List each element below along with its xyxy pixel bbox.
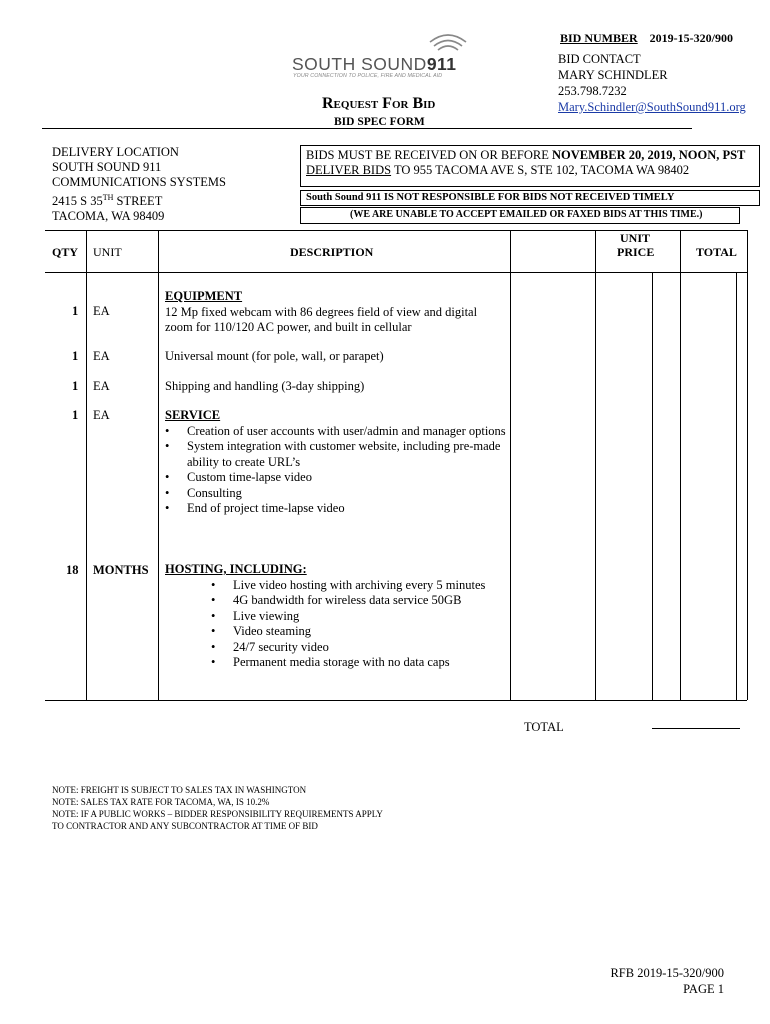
header-unit: UNIT	[93, 245, 122, 259]
bid-number-value: 2019-15-320/900	[649, 31, 733, 45]
delivery-location	[52, 145, 226, 224]
row-description	[165, 408, 507, 517]
note-line: NOTE: SALES TAX RATE FOR TACOMA, WA, IS 10.2%	[52, 797, 270, 807]
list-item: • Live video hosting with archiving every 5 minutes	[211, 578, 507, 594]
row-unit: EA	[93, 408, 110, 422]
logo	[292, 54, 457, 75]
delivery-line: COMMUNICATIONS SYSTEMS	[52, 175, 226, 189]
section-heading-hosting: HOSTING, INCLUDING:	[165, 562, 307, 576]
section-heading-service: SERVICE	[165, 408, 221, 422]
col-divider	[747, 230, 748, 700]
row-unit: EA	[93, 379, 110, 393]
list-item: • 24/7 security video	[211, 640, 507, 656]
header-description: DESCRIPTION	[290, 245, 374, 259]
footer-rfb-number: RFB 2019-15-320/900	[610, 966, 724, 980]
grand-total-label: TOTAL	[524, 720, 564, 734]
delivery-label: DELIVERY LOCATION	[52, 145, 179, 159]
responsibility-text: South Sound 911 IS NOT RESPONSIBLE FOR BIDS NOT RECEIVED TIMELY	[306, 192, 675, 203]
bid-number-label: BID NUMBER	[560, 31, 638, 45]
table-bottom-rule	[45, 700, 747, 701]
page-footer	[610, 965, 724, 997]
list-item: • Custom time-lapse video	[165, 470, 507, 486]
logo-tagline: YOUR CONNECTION TO POLICE, FIRE AND MEDICAL AID	[293, 73, 443, 79]
list-item: • Creation of user accounts with user/admin and manager options	[165, 424, 507, 440]
col-divider	[158, 230, 159, 700]
bid-number	[560, 31, 733, 46]
page-title: Request For Bid	[322, 95, 436, 112]
col-divider	[736, 272, 737, 700]
delivery-line: TACOMA, WA 98409	[52, 209, 165, 224]
list-item: • Consulting	[165, 486, 507, 502]
note-line: NOTE: FREIGHT IS SUBJECT TO SALES TAX IN WASHINGTON	[52, 785, 307, 795]
note-line: NOTE: IF A PUBLIC WORKS – BIDDER RESPONSIBILITY REQUIREMENTS APPLY	[52, 809, 383, 819]
note-line: TO CONTRACTOR AND ANY SUBCONTRACTOR AT TIME OF BID	[52, 821, 318, 831]
unable-text: (WE ARE UNABLE TO ACCEPT EMAILED OR FAXED BIDS AT THIS TIME.)	[350, 209, 703, 220]
bids-deadline-date: NOVEMBER 20, 2019, NOON, PST	[551, 148, 746, 162]
header-total: TOTAL	[696, 245, 737, 259]
col-divider	[652, 272, 653, 700]
service-list	[165, 424, 507, 517]
logo-text: SOUTH SOUND	[292, 54, 427, 74]
delivery-street: 2415 S 35TH STREET	[52, 193, 163, 209]
list-item: • Live viewing	[211, 609, 507, 625]
header-unit-price-line2: PRICE	[617, 245, 655, 259]
header-qty: QTY	[52, 245, 79, 259]
col-divider	[510, 230, 511, 700]
hosting-list	[165, 578, 507, 671]
table-header-rule	[45, 272, 747, 273]
equipment-text: 12 Mp fixed webcam with 86 degrees field of view and digital zoom for 110/120 AC power, and built in cellular	[165, 304, 478, 334]
footer-page-number: PAGE 1	[683, 982, 724, 996]
col-divider	[86, 230, 87, 700]
list-item: • Permanent media storage with no data caps	[211, 655, 507, 671]
title-divider	[42, 128, 692, 129]
notes	[52, 784, 383, 832]
row-qty: 1	[72, 408, 79, 422]
bid-contact-email-link[interactable]: Mary.Schindler@SouthSound911.org	[558, 100, 746, 114]
row-description: Shipping and handling (3-day shipping)	[165, 379, 365, 393]
row-unit: EA	[93, 349, 110, 363]
col-divider	[680, 230, 681, 700]
page-subtitle: BID SPEC FORM	[334, 116, 425, 128]
row-qty: 1	[72, 304, 79, 318]
row-description	[165, 289, 505, 336]
row-unit: MONTHS	[93, 563, 149, 577]
row-qty: 1	[72, 349, 79, 363]
bid-contact-phone: 253.798.7232	[558, 84, 627, 98]
col-divider	[595, 230, 596, 700]
bid-contact-name: MARY SCHINDLER	[558, 68, 668, 82]
row-qty: 1	[72, 379, 79, 393]
bids-deadline-text: BIDS MUST BE RECEIVED ON OR BEFORE NOVEMBER 20, 2019, NOON, PST	[306, 148, 746, 162]
list-item: • 4G bandwidth for wireless data service 50GB	[211, 593, 507, 609]
grand-total-line[interactable]	[652, 728, 740, 729]
delivery-line: SOUTH SOUND 911	[52, 160, 162, 174]
bids-delivery-text: DELIVER BIDS TO 955 TACOMA AVE S, STE 102, TACOMA WA 98402	[306, 163, 690, 177]
row-description: Universal mount (for pole, wall, or parapet)	[165, 349, 384, 363]
header-unit-price-line1: UNIT	[620, 231, 651, 245]
row-description	[165, 562, 507, 671]
list-item: • Video steaming	[211, 624, 507, 640]
row-unit: EA	[93, 304, 110, 318]
logo-number: 911	[426, 54, 457, 74]
list-item: • System integration with customer website, including pre-made ability to create URL’s	[165, 439, 507, 470]
bid-contact-label: BID CONTACT	[558, 52, 641, 66]
section-heading-equipment: EQUIPMENT	[165, 289, 243, 303]
list-item: • End of project time-lapse video	[165, 501, 507, 517]
bid-contact	[558, 51, 746, 115]
row-qty: 18	[66, 563, 79, 577]
